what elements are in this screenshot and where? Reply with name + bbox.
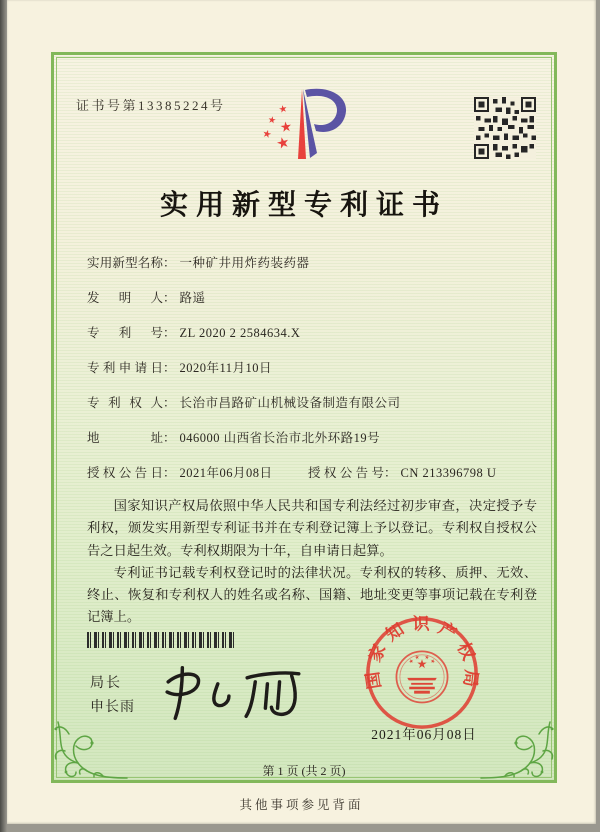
field-row-address [87, 428, 530, 450]
field-value: 路遥 [179, 291, 206, 305]
grant-date-value: 2021年06月08日 [179, 466, 273, 480]
field-label: 地址 [87, 431, 163, 445]
seal-date: 2021年06月08日 [371, 727, 477, 742]
seal-text: 国家知识产权局 [363, 614, 481, 691]
certificate-paper [7, 0, 596, 824]
field-colon: ： [163, 431, 176, 445]
certificate-number: 证书号第13385224号 [76, 98, 226, 113]
field-label: 实用新型名称 [87, 256, 163, 270]
logo-stars [262, 104, 291, 149]
cnipa-patent-logo-icon [257, 85, 357, 165]
page-info: 第 1 页 (共 2 页) [262, 764, 346, 778]
field-row-inventor [87, 288, 530, 310]
field-colon: ： [163, 361, 176, 375]
field-value: ZL 2020 2 2584634.X [179, 326, 301, 340]
footer-note: 其他事项参见背面 [239, 798, 364, 812]
corner-flourish-icon [51, 718, 129, 784]
field-label: 专利申请日 [87, 361, 163, 375]
field-row-name [87, 253, 530, 275]
signer-name: 申长雨 [90, 700, 135, 715]
legal-paragraph-2: 专利证书记载专利权登记时的法律状况。专利权的转移、质押、无效、终止、恢复和专利权人的姓名或名称、国籍、地址变更等事项记载在专利登记簿上。 [87, 564, 537, 625]
barcode-icon [87, 632, 236, 648]
field-value: 长治市昌路矿山机械设备制造有限公司 [179, 396, 401, 410]
national-ip-administration-seal-icon [363, 614, 481, 732]
field-colon: ： [163, 466, 176, 480]
field-colon: ： [163, 291, 176, 305]
field-value: 2020年11月10日 [179, 361, 273, 375]
certificate-title: 实用新型专利证书 [159, 190, 448, 221]
field-colon: ： [163, 396, 176, 410]
field-colon: ： [163, 256, 176, 270]
national-emblem-icon [396, 651, 447, 702]
field-label: 专利号 [87, 326, 163, 340]
field-label: 授权公告日 [87, 466, 163, 480]
field-row-grant [87, 463, 530, 485]
field-value: 046000 山西省长治市北外环路19号 [179, 431, 381, 445]
legal-text [87, 495, 537, 629]
field-label: 专利权人 [87, 396, 163, 410]
certificate-frame [51, 52, 557, 783]
grant-no-value: CN 213396798 U [400, 466, 497, 480]
field-colon: ： [163, 326, 176, 340]
field-label: 发明人 [87, 291, 163, 305]
qr-code-icon [474, 97, 536, 159]
grant-no-group [308, 463, 496, 481]
field-row-filing-date [87, 358, 530, 380]
handwritten-signature-icon [154, 663, 316, 721]
field-colon: ： [384, 466, 397, 480]
signer-title: 局长 [90, 676, 122, 691]
field-list [87, 253, 530, 498]
field-row-patentee [87, 393, 530, 415]
logo-p-bowl [305, 89, 346, 132]
field-label: 授权公告号 [308, 466, 384, 480]
field-value: 一种矿井用炸药装药器 [179, 256, 310, 270]
legal-paragraph-1: 国家知识产权局依照中华人民共和国专利法经过初步审查，决定授予专利权，颁发实用新型专利证书并在专利登记簿上予以登记。专利权自授权公告之日起生效。专利权期限为十年，自申请日起算。 [87, 498, 537, 558]
field-row-patent-no [87, 323, 530, 345]
